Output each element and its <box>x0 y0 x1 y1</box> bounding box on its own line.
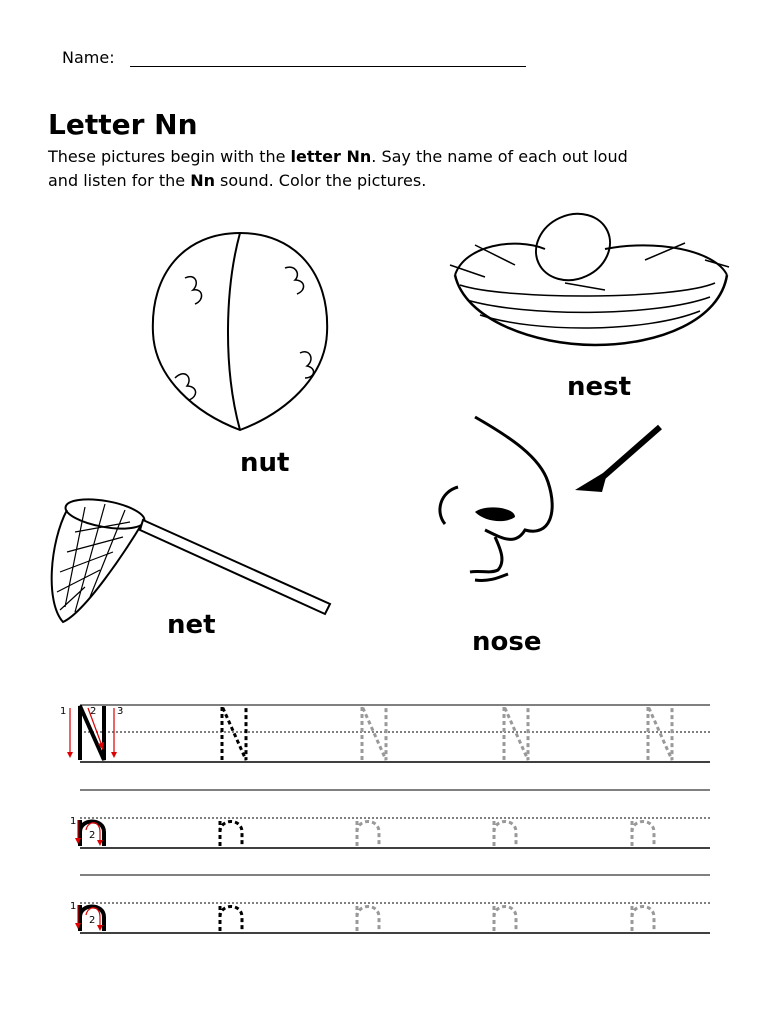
trace-lower-n[interactable] <box>632 820 654 846</box>
instructions-text: These pictures begin with the <box>48 147 291 166</box>
tracing-area[interactable] <box>0 690 768 950</box>
trace-lower-n[interactable] <box>632 905 654 931</box>
stroke-number: 2 <box>89 830 96 841</box>
nest-image <box>445 205 730 355</box>
instructions-text: and listen for the <box>48 171 191 190</box>
stroke-number: 1 <box>70 901 77 912</box>
trace-lower-n[interactable] <box>494 905 516 931</box>
trace-lower-n[interactable] <box>357 905 379 931</box>
trace-upper-n[interactable] <box>222 706 246 760</box>
page-title: Letter Nn <box>48 108 198 141</box>
name-label: Name: <box>62 48 115 67</box>
instructions <box>48 145 748 193</box>
instructions-text: sound. Color the pictures. <box>214 171 427 190</box>
nut-label: nut <box>240 448 290 478</box>
stroke-number: 2 <box>90 706 97 717</box>
trace-upper-n[interactable] <box>648 706 672 760</box>
stroke-number: 1 <box>70 816 77 827</box>
nose-image <box>430 412 670 602</box>
stroke-number: 2 <box>89 915 96 926</box>
trace-upper-n[interactable] <box>504 706 528 760</box>
trace-upper-n[interactable] <box>362 706 386 760</box>
instructions-text: . Say the name of each out loud <box>371 147 628 166</box>
nest-label: nest <box>567 372 632 402</box>
trace-lower-n[interactable] <box>220 820 242 846</box>
trace-lower-n[interactable] <box>494 820 516 846</box>
net-label: net <box>167 610 216 640</box>
trace-lower-n[interactable] <box>220 905 242 931</box>
instructions-bold: letter Nn <box>290 147 372 166</box>
stroke-number: 1 <box>60 706 67 717</box>
trace-lower-n[interactable] <box>357 820 379 846</box>
name-line[interactable] <box>130 66 526 67</box>
instructions-bold: Nn <box>190 171 215 190</box>
nut-image <box>145 228 335 433</box>
nose-label: nose <box>472 627 542 657</box>
stroke-number: 3 <box>117 706 124 717</box>
